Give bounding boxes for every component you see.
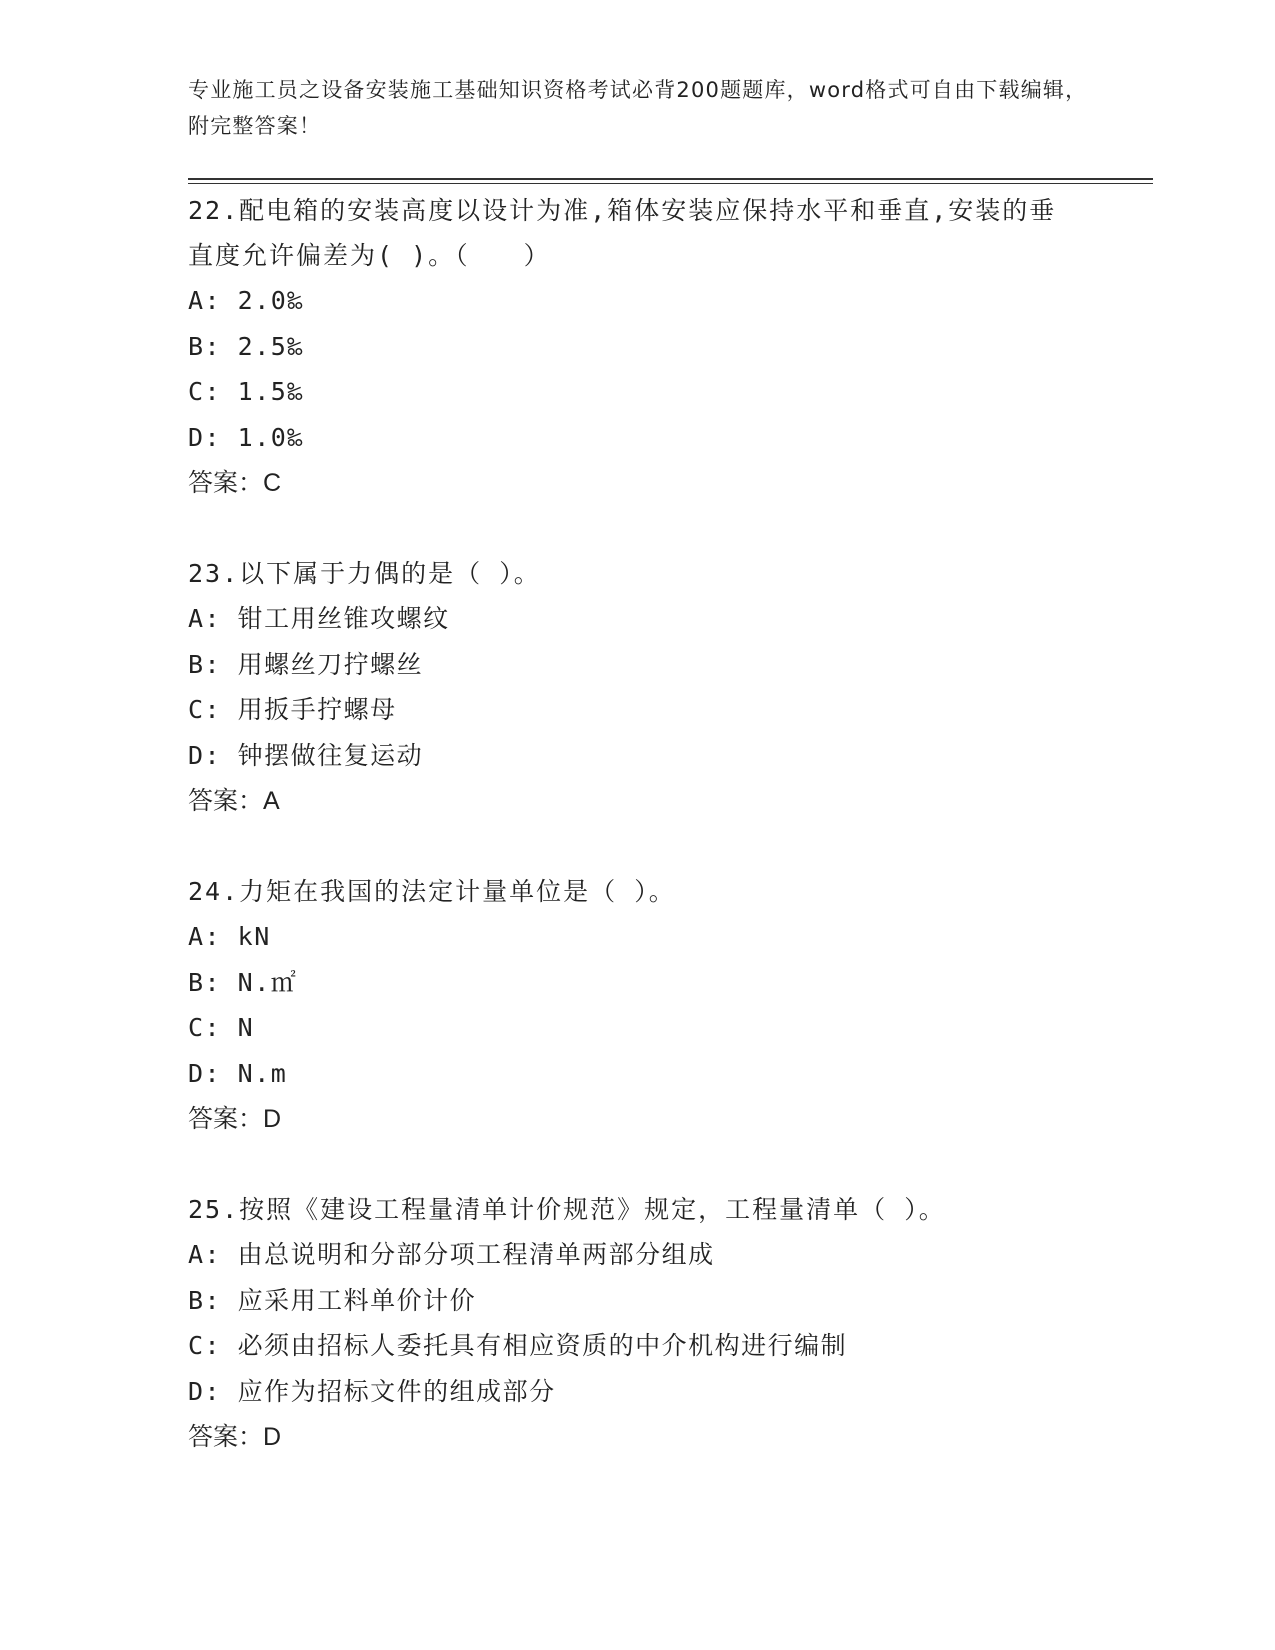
- answer-label: 答案：: [188, 1104, 264, 1133]
- answer-line: [188, 1414, 1153, 1460]
- answer-value: D: [263, 1105, 282, 1133]
- answer-value: D: [263, 1423, 282, 1451]
- header-divider-thin: [188, 183, 1153, 184]
- option-b: B: N.㎡: [188, 967, 298, 997]
- header-divider-thick: [188, 178, 1153, 180]
- option-d: D: 1.0‰: [188, 422, 304, 452]
- answer-line: [188, 778, 1153, 824]
- option-b: B: 应采用工料单价计价: [188, 1285, 477, 1315]
- question-stem: 24.力矩在我国的法定计量单位是（ ）。: [188, 877, 676, 906]
- option-d: D: N.m: [188, 1058, 288, 1088]
- option-b: B: 2.5‰: [188, 331, 304, 361]
- option-c: C: 必须由招标人委托具有相应资质的中介机构进行编制: [188, 1331, 848, 1360]
- question-23: [188, 551, 1153, 824]
- answer-value: A: [263, 787, 280, 815]
- option-a: A: 2.0‰: [188, 286, 304, 315]
- question-22: [188, 188, 1153, 506]
- answer-label: 答案：: [188, 1422, 264, 1451]
- question-24: [188, 869, 1153, 1142]
- document-header: 专业施工员之设备安装施工基础知识资格考试必背200题题库，word格式可自由下载编辑，附完整答案！: [188, 78, 1088, 138]
- option-a: A: kN: [188, 922, 271, 951]
- option-c: C: 1.5‰: [188, 377, 304, 406]
- answer-line: [188, 1096, 1153, 1142]
- option-a: A: 由总说明和分部分项工程清单两部分组成: [188, 1240, 715, 1269]
- question-25: [188, 1187, 1153, 1460]
- question-list: [188, 188, 1153, 1505]
- question-stem: 25.按照《建设工程量清单计价规范》规定，工程量清单（ ）。: [188, 1195, 946, 1224]
- answer-line: [188, 460, 1153, 506]
- answer-label: 答案：: [188, 786, 264, 815]
- option-c: C: 用扳手拧螺母: [188, 695, 397, 724]
- question-stem: 23.以下属于力偶的是（ ）。: [188, 559, 541, 588]
- option-d: D: 钟摆做往复运动: [188, 740, 424, 770]
- answer-label: 答案：: [188, 468, 264, 497]
- question-stem: 22.配电箱的安装高度以设计为准,箱体安装应保持水平和垂直,安装的垂直度允许偏差为( )。（ ）: [188, 196, 1057, 270]
- option-d: D: 应作为招标文件的组成部分: [188, 1376, 556, 1406]
- option-a: A: 钳工用丝锥攻螺纹: [188, 604, 450, 633]
- option-b: B: 用螺丝刀拧螺丝: [188, 649, 424, 679]
- answer-value: C: [263, 469, 282, 497]
- option-c: C: N: [188, 1013, 255, 1042]
